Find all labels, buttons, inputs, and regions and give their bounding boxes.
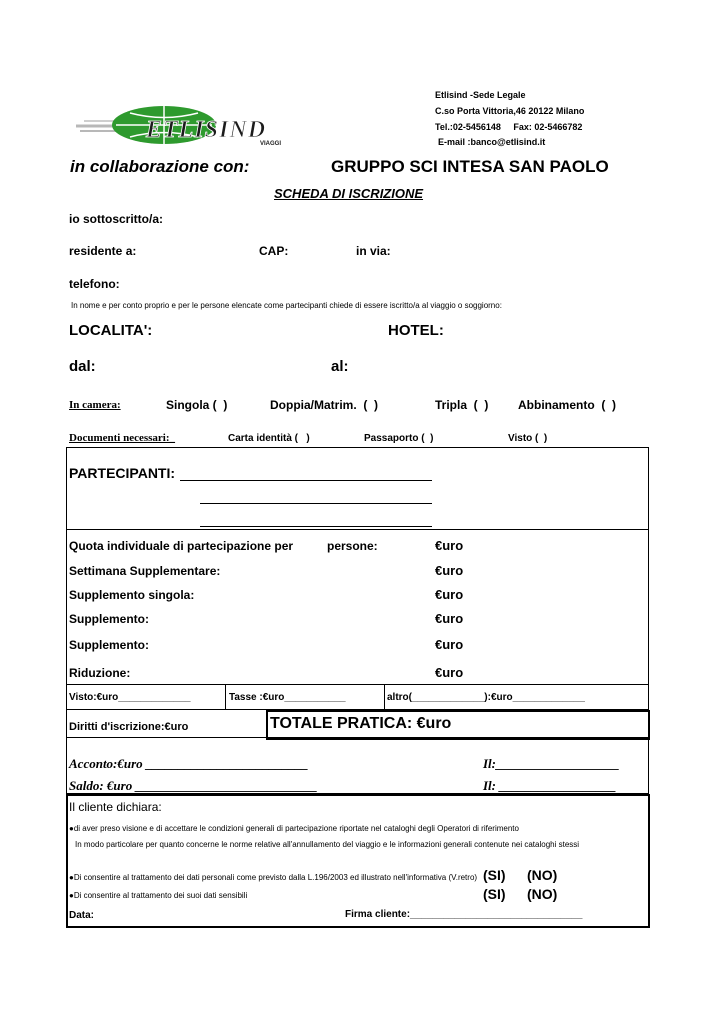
camera-doppia: Doppia/Matrim. ( ) — [270, 398, 378, 412]
dichiarazione-box — [66, 794, 650, 928]
cost-euro: €uro — [435, 563, 464, 578]
acconto-date: Il:___________________ — [483, 756, 620, 771]
documenti-label: Documenti necessari:_ — [69, 432, 176, 444]
no-option[interactable]: (NO) — [527, 867, 558, 883]
doc-carta-identita: Carta identità ( ) — [228, 433, 310, 444]
acconto-line: Acconto:€uro _________________________ — [69, 756, 309, 771]
company-phone-fax: Tel.:02-5456148 Fax: 02-5466782 — [435, 122, 583, 132]
cost-euro: €uro — [435, 665, 464, 680]
partecipanti-line — [200, 503, 432, 504]
cost-label: Supplemento singola: — [69, 588, 195, 602]
sottoscritto-label: io sottoscritto/a: — [69, 212, 164, 226]
si-option[interactable]: (SI) — [483, 886, 506, 902]
camera-singola: Singola ( ) — [166, 398, 228, 412]
form-title: SCHEDA DI ISCRIZIONE — [274, 186, 424, 201]
logo-graphic — [76, 104, 304, 148]
collab-name: GRUPPO SCI INTESA SAN PAOLO — [331, 157, 609, 176]
cost-label: Quota individuale di partecipazione per — [69, 539, 294, 553]
divider — [66, 529, 648, 530]
cost-label: Settimana Supplementare: — [69, 564, 221, 578]
cost-persone: persone: — [327, 539, 378, 553]
fee-tasse: Tasse :€uro___________ — [229, 692, 346, 703]
firma-cliente: Firma cliente:_______________________________ — [345, 909, 583, 920]
divider — [384, 684, 385, 709]
collab-label: in collaborazione con: — [70, 157, 250, 176]
camera-label: In camera: — [69, 399, 121, 411]
company-line-1: Etlisind -Sede Legale — [435, 90, 526, 100]
si-option[interactable]: (SI) — [483, 867, 506, 883]
consenso-dati-sensibili: ●Di consentire al trattamento dei suoi dati sensibili — [69, 891, 248, 900]
diritti-iscrizione: Diritti d'iscrizione:€uro — [69, 721, 189, 733]
cost-euro: €uro — [435, 538, 464, 553]
localita-label: LOCALITA': — [69, 322, 153, 339]
hotel-label: HOTEL: — [388, 322, 444, 339]
residente-label: residente a: — [69, 244, 137, 258]
cost-label: Riduzione: — [69, 666, 131, 680]
company-logo — [76, 104, 304, 148]
via-label: in via: — [356, 244, 391, 258]
data-label: Data: — [69, 910, 95, 921]
al-label: al: — [331, 358, 349, 375]
cost-label: Supplemento: — [69, 638, 149, 652]
dichiara-paragraph: In modo particolare per quanto concerne le norme relative all'annullamento del viaggio e le informazioni generali contenute nei cataloghi stessi — [75, 840, 580, 849]
partecipanti-line — [200, 526, 432, 527]
camera-abbinamento: Abbinamento ( ) — [518, 398, 616, 412]
divider — [66, 684, 648, 685]
divider — [225, 684, 226, 709]
no-option[interactable]: (NO) — [527, 886, 558, 902]
saldo-date: Il: __________________ — [483, 778, 617, 793]
cost-euro: €uro — [435, 637, 464, 652]
fee-visto: Visto:€uro_____________ — [69, 692, 191, 703]
dichiara-paragraph: ●di aver preso visione e di accettare le condizioni generali di partecipazione riportate nel cataloghi degli Operatori di riferimento — [69, 824, 519, 833]
camera-tripla: Tripla ( ) — [435, 398, 489, 412]
telefono-label: telefono: — [69, 277, 120, 291]
totale-pratica: TOTALE PRATICA: €uro — [270, 715, 452, 732]
partecipanti-label: PARTECIPANTI: — [69, 465, 176, 481]
doc-visto: Visto ( ) — [508, 433, 548, 444]
cost-euro: €uro — [435, 611, 464, 626]
partecipanti-line — [180, 480, 432, 481]
company-email: E-mail :banco@etlisind.it — [438, 137, 546, 147]
company-address: C.so Porta Vittoria,46 20122 Milano — [435, 106, 585, 116]
cap-label: CAP: — [259, 244, 289, 258]
doc-passaporto: Passaporto ( ) — [364, 433, 434, 444]
saldo-line: Saldo: €uro ____________________________ — [69, 778, 318, 793]
logo-wordmark: ETLISIND — [146, 117, 267, 143]
fee-altro: altro(_____________):€uro_____________ — [387, 692, 585, 703]
dal-label: dal: — [69, 358, 96, 375]
consenso-dati-personali: ●Di consentire al trattamento dei dati personali come previsto dalla L.196/2003 ed illustrato nell'informativa (V.retro) — [69, 873, 478, 882]
cost-label: Supplemento: — [69, 612, 149, 626]
statement: In nome e per conto proprio e per le persone elencate come partecipanti chiede di essere iscritto/a al viaggio o soggiorno: — [71, 301, 502, 310]
dichiara-title: Il cliente dichiara: — [69, 800, 162, 814]
cost-euro: €uro — [435, 587, 464, 602]
logo-sub: VIAGGI — [260, 141, 282, 147]
